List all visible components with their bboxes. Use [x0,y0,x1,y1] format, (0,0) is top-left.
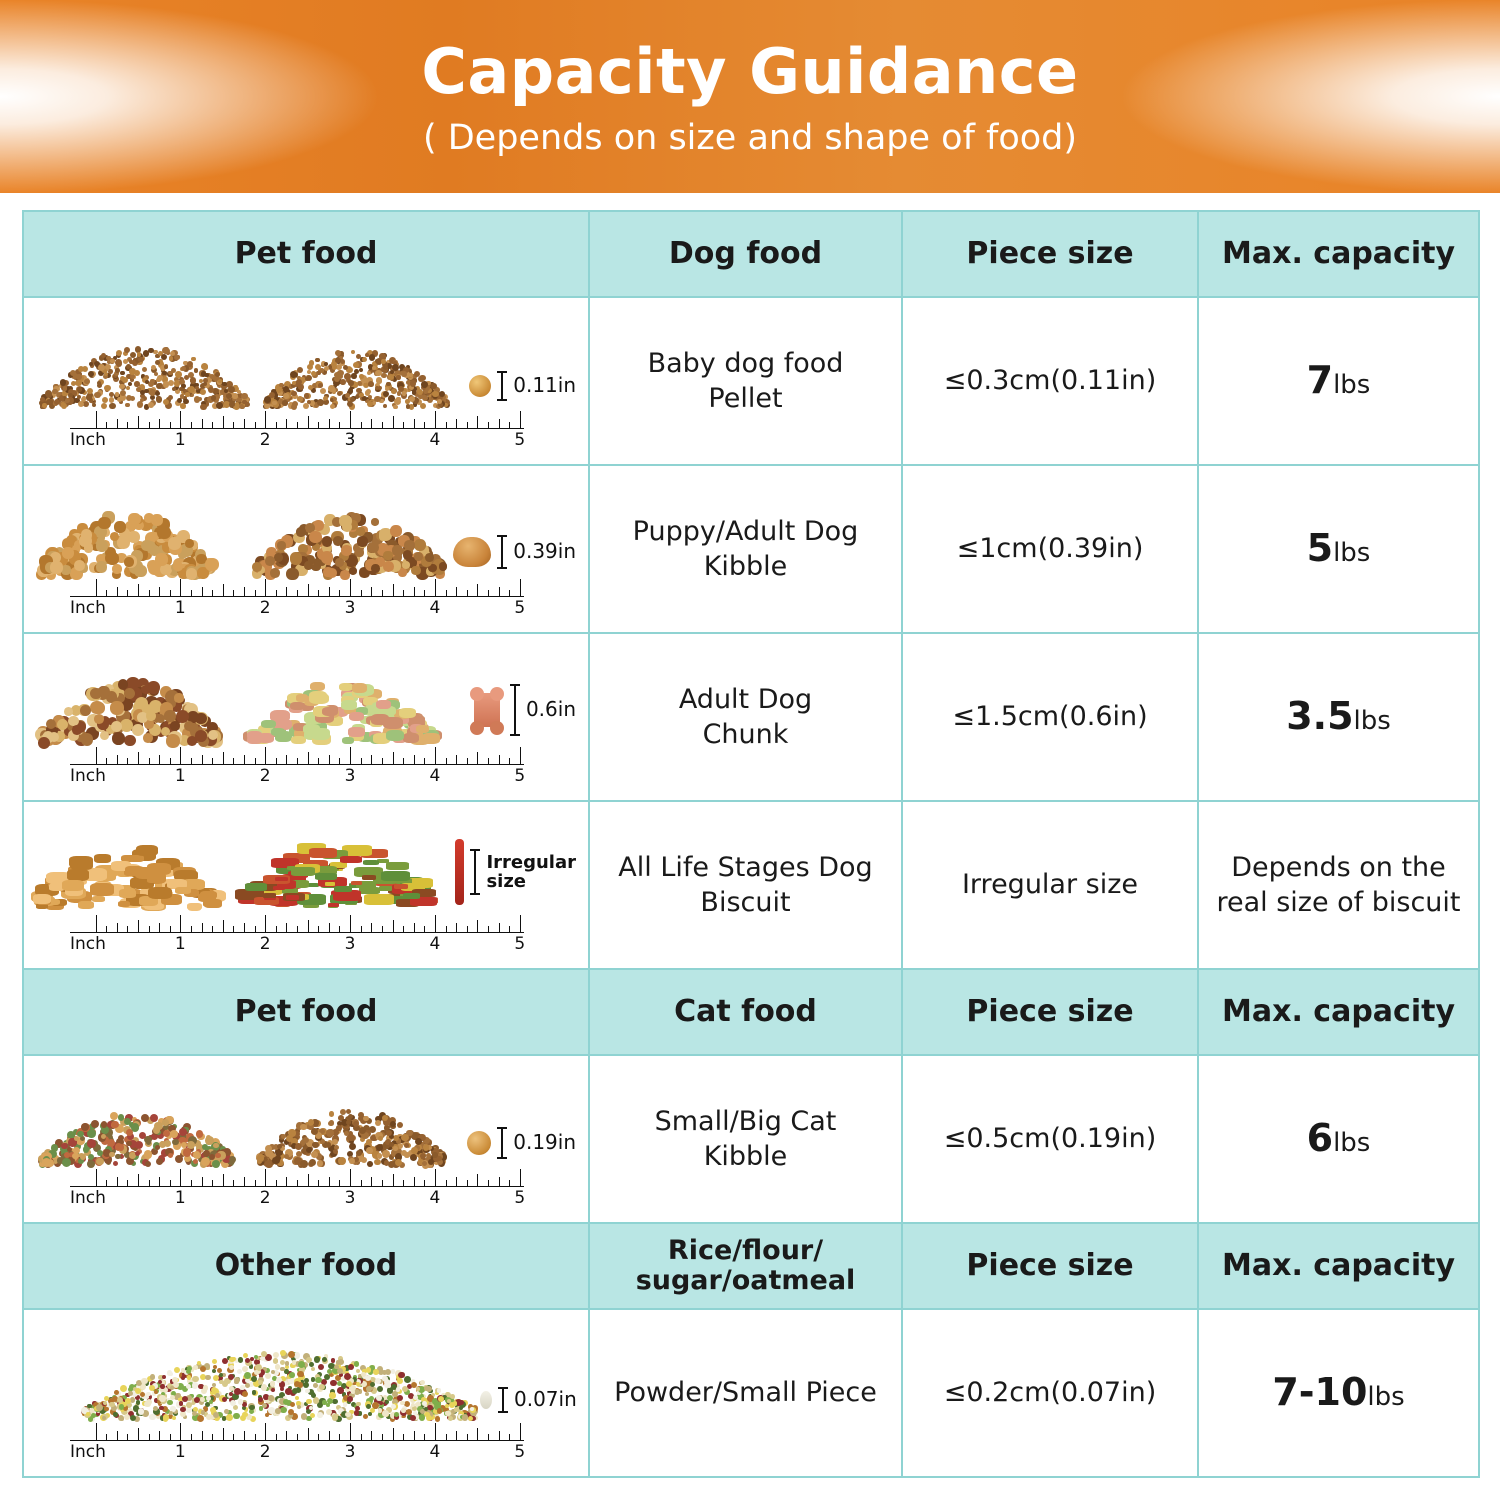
grain-icon [480,1391,492,1409]
ruler-number: 3 [344,1442,356,1462]
food-name-cell [589,465,902,633]
ruler-unit-label: Inch [70,1442,106,1462]
table-header-other [23,1223,1479,1309]
sample-piece-group [470,683,576,743]
page-title: Capacity Guidance [421,34,1079,108]
header-rice-flour [589,1223,902,1309]
food-name-cell: Powder/Small Piece [589,1309,902,1477]
capacity-unit: lbs [1333,370,1371,401]
ruler-graphic [70,1167,524,1209]
ruler-number: 5 [514,598,526,618]
ruler-unit-label: Inch [70,430,106,450]
ruler-number: 5 [514,766,526,786]
header-rice-flour-line1: Rice/flour/ [667,1234,824,1266]
piece-size-cell: ≤0.5cm(0.19in) [902,1055,1198,1223]
header-max-capacity: Max. capacity [1198,211,1479,297]
ruler-numbers [70,1441,524,1461]
header-dog-food: Dog food [589,211,902,297]
piece-size-label [486,853,576,892]
capacity-number: 3.5 [1286,694,1354,739]
ruler-number: 5 [514,1188,526,1208]
ruler-number: 3 [344,934,356,954]
table-header-dog [23,211,1479,297]
piece-size-cell: ≤1cm(0.39in) [902,465,1198,633]
ruler-number: 5 [514,934,526,954]
stick-icon [455,839,464,905]
capacity-line1: Depends on the [1231,851,1446,883]
ruler-number: 2 [259,430,271,450]
piece-size-label: 0.07in [514,1387,577,1412]
food-piece-icon [469,375,491,397]
header-max-capacity: Max. capacity [1198,1223,1479,1309]
table-row [23,297,1479,465]
grains-pile-image [80,1353,480,1419]
capacity-line2: real size of biscuit [1216,887,1461,918]
capacity-unit: lbs [1367,1382,1405,1413]
piece-size-label: 0.11in [513,373,576,398]
food-name-line2: Biscuit [700,887,791,918]
food-image-cell [23,297,589,465]
capacity-cell [1198,1309,1479,1477]
caliper-icon [497,371,507,401]
food-piece-icon [467,1131,491,1155]
header-max-capacity: Max. capacity [1198,969,1479,1055]
food-pile-image [255,517,445,575]
table-row [23,801,1479,969]
food-name-line1: Puppy/Adult Dog [632,515,859,547]
ruler-numbers [70,933,524,953]
ruler-number: 3 [344,598,356,618]
ruler-number: 1 [174,598,186,618]
food-name-line1: Small/Big Cat [654,1105,837,1137]
food-name-line1: Adult Dog [678,683,813,715]
capacity-cell [1198,465,1479,633]
table-row [23,1055,1479,1223]
capacity-number: 6 [1306,1116,1334,1161]
ruler-number: 1 [174,1442,186,1462]
caliper-icon [470,849,480,895]
table-header-cat [23,969,1479,1055]
ruler-ticks [70,409,524,429]
header-piece-size: Piece size [902,969,1198,1055]
colored-sticks-image [245,849,430,911]
ruler-numbers [70,429,524,449]
ruler-unit-label: Inch [70,934,106,954]
ruler-number: 1 [174,1188,186,1208]
jerky-strips-image [40,849,215,911]
ruler-ticks [70,745,524,765]
header-pet-food: Pet food [23,969,589,1055]
capacity-cell [1198,633,1479,801]
sample-piece-group [455,839,576,911]
ruler-number: 1 [174,430,186,450]
food-piece-icon [453,537,491,567]
food-pile-image [40,681,220,743]
food-image-cell [23,465,589,633]
ruler-ticks [70,1167,524,1187]
table-row [23,465,1479,633]
caliper-icon [497,535,507,569]
ruler-number: 4 [429,598,441,618]
ruler-number: 2 [259,934,271,954]
ruler-number: 2 [259,1188,271,1208]
caliper-icon [498,1387,508,1413]
ruler-graphic [70,913,524,955]
ruler-graphic [70,1421,524,1463]
capacity-unit: lbs [1333,1128,1371,1159]
ruler-number: 5 [514,430,526,450]
header-piece-size: Piece size [902,1223,1198,1309]
food-pile-image [257,1111,447,1165]
food-pile-image [40,1113,235,1165]
food-name-cell [589,633,902,801]
capacity-table-wrap [0,193,1500,1498]
piece-size-cell: Irregular size [902,801,1198,969]
ruler-number: 4 [429,1442,441,1462]
food-name-cell [589,1055,902,1223]
ruler-ticks [70,1421,524,1441]
ruler-unit-label: Inch [70,1188,106,1208]
header-cat-food: Cat food [589,969,902,1055]
ruler-graphic [70,409,524,451]
food-name-cell [589,801,902,969]
page-subtitle: ( Depends on size and shape of food) [422,118,1078,159]
header-other-food: Other food [23,1223,589,1309]
bone-biscuit-icon [470,683,504,737]
piece-size-label: 0.19in [513,1130,576,1155]
food-image-cell [23,801,589,969]
ruler-number: 4 [429,766,441,786]
caliper-icon [510,684,520,736]
ruler-number: 3 [344,1188,356,1208]
food-pile-image [250,685,435,743]
table-row [23,1309,1479,1477]
capacity-cell [1198,297,1479,465]
ruler-number: 2 [259,598,271,618]
piece-size-cell: ≤1.5cm(0.6in) [902,633,1198,801]
ruler-number: 2 [259,1442,271,1462]
caliper-icon [497,1127,507,1159]
ruler-ticks [70,913,524,933]
page-banner [0,0,1500,193]
food-name-line1: Baby dog food [647,347,844,379]
food-name-line1: All Life Stages Dog [618,851,873,883]
ruler-number: 2 [259,766,271,786]
food-name-line2: Pellet [708,383,783,414]
food-pile-image [40,513,215,575]
ruler-numbers [70,765,524,785]
header-piece-size: Piece size [902,211,1198,297]
capacity-unit: lbs [1353,706,1391,737]
capacity-number: 7-10 [1272,1370,1368,1415]
ruler-numbers [70,597,524,617]
capacity-number: 5 [1306,526,1334,571]
sample-piece-group [469,371,576,407]
ruler-graphic [70,745,524,787]
piece-size-label-line1: Irregular [486,851,576,873]
table-row [23,633,1479,801]
capacity-unit: lbs [1333,538,1371,569]
piece-size-label: 0.6in [525,697,576,722]
food-name-line2: Kibble [703,1141,788,1172]
food-name-line2: Chunk [702,719,789,750]
ruler-numbers [70,1187,524,1207]
capacity-number: 7 [1306,358,1334,403]
sample-piece-group [453,535,576,575]
ruler-ticks [70,577,524,597]
food-pile-image [40,347,250,407]
ruler-number: 3 [344,430,356,450]
ruler-number: 4 [429,934,441,954]
ruler-number: 4 [429,430,441,450]
ruler-number: 1 [174,766,186,786]
ruler-unit-label: Inch [70,598,106,618]
food-name-cell [589,297,902,465]
header-rice-flour-line2: sugar/oatmeal [635,1265,856,1296]
sample-piece-group [467,1127,576,1165]
food-pile-image [264,351,449,407]
header-pet-food: Pet food [23,211,589,297]
capacity-cell [1198,1055,1479,1223]
ruler-number: 3 [344,766,356,786]
capacity-table [22,210,1480,1478]
ruler-number: 1 [174,934,186,954]
piece-size-cell: ≤0.3cm(0.11in) [902,297,1198,465]
ruler-unit-label: Inch [70,766,106,786]
piece-size-cell: ≤0.2cm(0.07in) [902,1309,1198,1477]
food-name-line2: Kibble [703,551,788,582]
piece-size-label-line2: size [486,871,527,892]
ruler-graphic [70,577,524,619]
piece-size-label: 0.39in [513,539,576,564]
ruler-number: 5 [514,1442,526,1462]
sample-piece-group [480,1387,577,1419]
food-image-cell [23,1309,589,1477]
ruler-number: 4 [429,1188,441,1208]
food-image-cell [23,633,589,801]
capacity-cell [1198,801,1479,969]
food-image-cell [23,1055,589,1223]
